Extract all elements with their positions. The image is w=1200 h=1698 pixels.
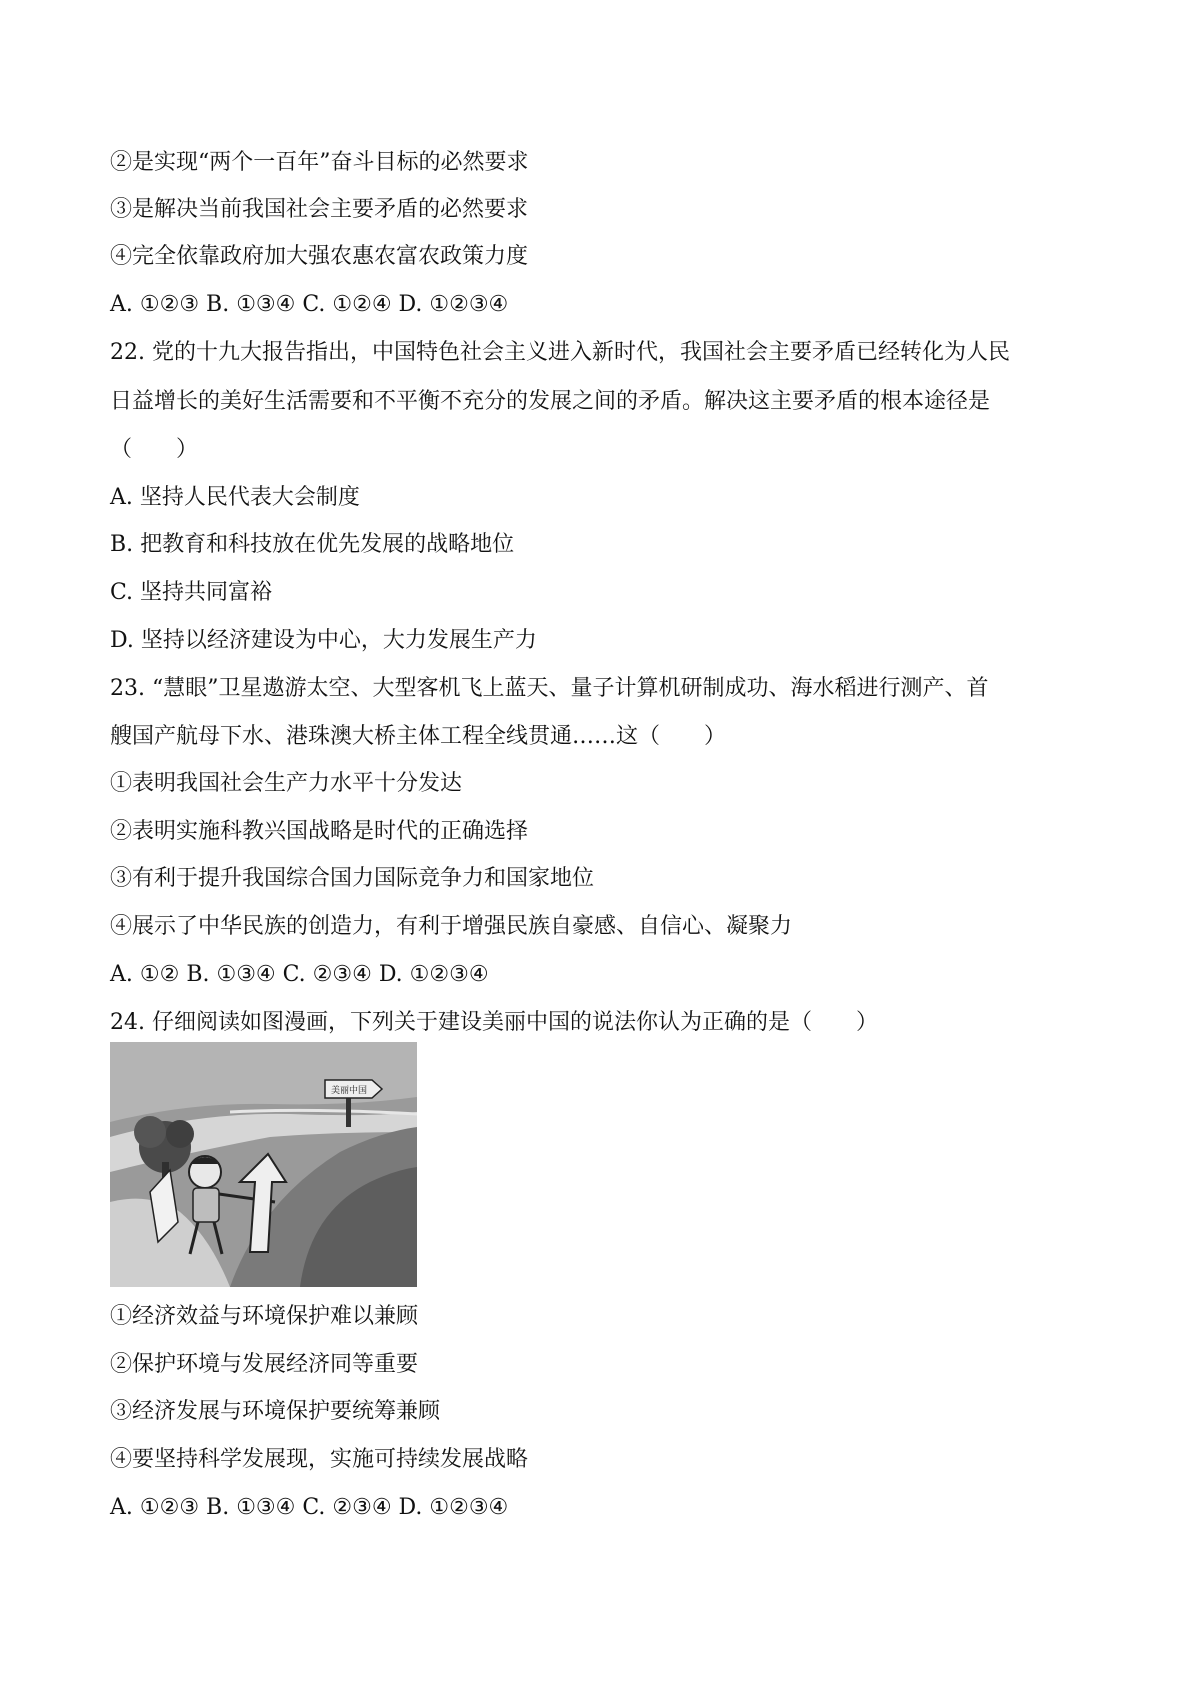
q21-option-2: ②是实现“两个一百年”奋斗目标的必然要求: [110, 150, 529, 175]
q21-option-3: ③是解决当前我国社会主要矛盾的必然要求: [110, 197, 529, 222]
q22-option-c: C. 坚持共同富裕: [110, 580, 273, 605]
q22-stem-line-1: 22. 党的十九大报告指出，中国特色社会主义进入新时代，我国社会主要矛盾已经转化为人民: [110, 340, 1010, 365]
q21-option-4: ④完全依靠政府加大强农惠农富农政策力度: [110, 244, 529, 269]
q24-option-1: ①经济效益与环境保护难以兼顾: [110, 1304, 419, 1329]
q22-option-b: B. 把教育和科技放在优先发展的战略地位: [110, 532, 515, 557]
q24-option-4: ④要坚持科学发展现，实施可持续发展战略: [110, 1447, 529, 1472]
q23-answer-choices: A. ①② B. ①③④ C. ②③④ D. ①②③④: [110, 962, 489, 987]
q22-option-a: A. 坚持人民代表大会制度: [110, 485, 360, 510]
q21-answer-choices: A. ①②③ B. ①③④ C. ①②④ D. ①②③④: [110, 292, 509, 317]
cartoon-drawing: [110, 1042, 417, 1287]
q23-option-4: ④展示了中华民族的创造力，有利于增强民族自豪感、自信心、凝聚力: [110, 914, 793, 939]
q24-stem: 24. 仔细阅读如图漫画，下列关于建设美丽中国的说法你认为正确的是（ ）: [110, 1010, 878, 1035]
cartoon-illustration: [110, 1042, 417, 1287]
q22-stem-line-2: 日益增长的美好生活需要和不平衡不充分的发展之间的矛盾。解决这主要矛盾的根本途径是: [110, 389, 991, 414]
q24-answer-choices: A. ①②③ B. ①③④ C. ②③④ D. ①②③④: [110, 1495, 509, 1520]
q23-option-2: ②表明实施科教兴国战略是时代的正确选择: [110, 819, 529, 844]
q22-option-d: D. 坚持以经济建设为中心，大力发展生产力: [110, 628, 537, 653]
q24-option-3: ③经济发展与环境保护要统筹兼顾: [110, 1399, 441, 1424]
svg-text:美丽中国: 美丽中国: [330, 1086, 368, 1096]
q23-option-1: ①表明我国社会生产力水平十分发达: [110, 771, 463, 796]
q23-stem-line-2: 艘国产航母下水、港珠澳大桥主体工程全线贯通……这（ ）: [110, 724, 727, 749]
q22-answer-blank: （ ）: [110, 437, 199, 462]
q24-option-2: ②保护环境与发展经济同等重要: [110, 1352, 419, 1377]
q23-stem-line-1: 23. “慧眼”卫星遨游太空、大型客机飞上蓝天、量子计算机研制成功、海水稻进行测产、首: [110, 676, 989, 701]
q23-option-3: ③有利于提升我国综合国力国际竞争力和国家地位: [110, 866, 595, 891]
